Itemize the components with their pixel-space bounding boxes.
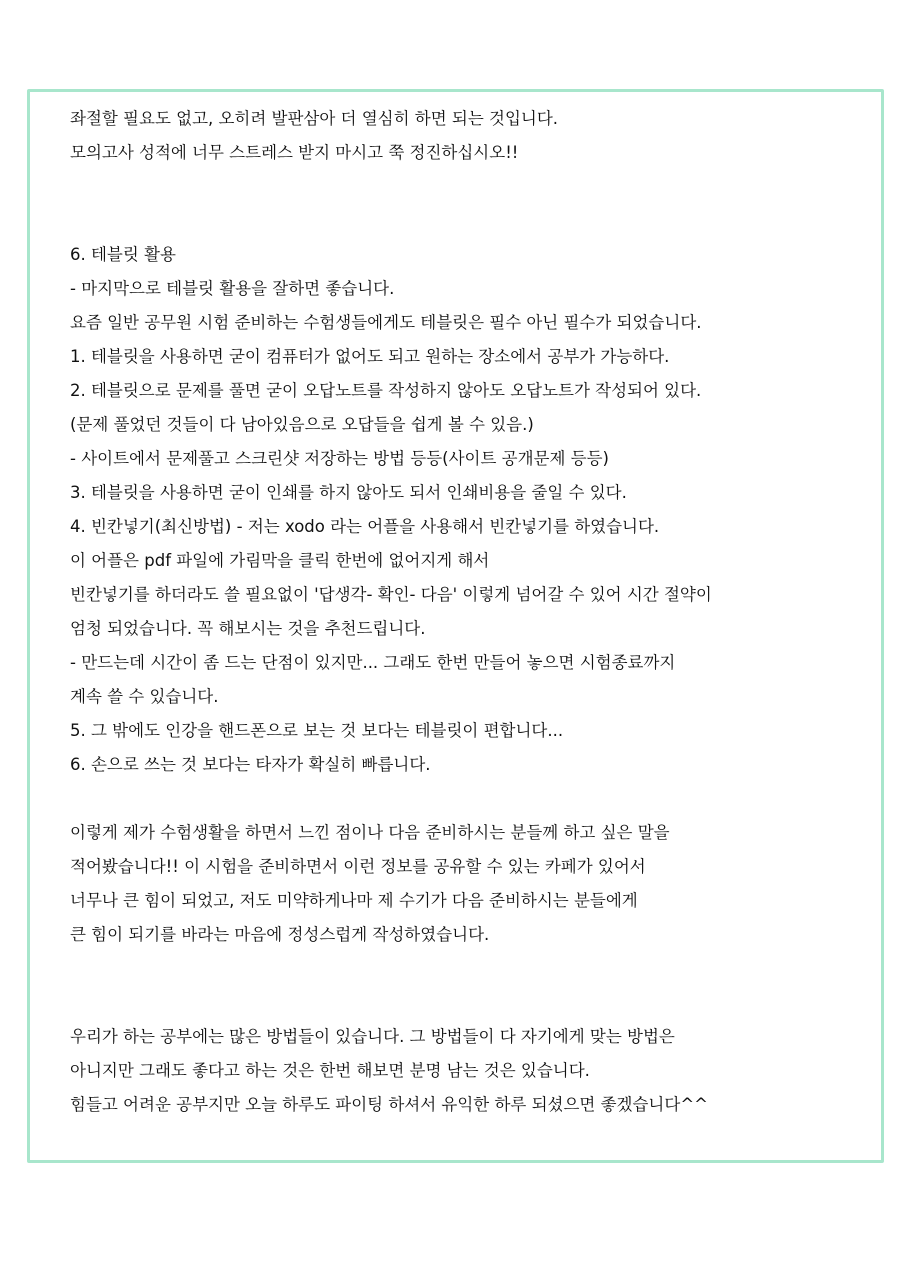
text-line: 이렇게 제가 수험생활을 하면서 느낀 점이나 다음 준비하시는 분들께 하고 싶은 말을 xyxy=(70,823,670,842)
text-line: 모의고사 성적에 너무 스트레스 받지 마시고 쭉 정진하십시오!! xyxy=(70,143,519,162)
text-line: 좌절할 필요도 없고, 오히려 발판삼아 더 열심히 하면 되는 것입니다. xyxy=(70,109,559,128)
text-line: 4. 빈칸넣기(최신방법) - 저는 xodo 라는 어플을 사용해서 빈칸넣기를 하였습니다. xyxy=(70,517,660,536)
text-line: 3. 테블릿을 사용하면 굳이 인쇄를 하지 않아도 되서 인쇄비용을 줄일 수 있다. xyxy=(70,483,627,502)
text-line: 엄청 되었습니다. 꼭 해보시는 것을 추천드립니다. xyxy=(70,619,426,638)
blank-line xyxy=(70,170,870,204)
blank-line xyxy=(70,782,870,816)
blank-line xyxy=(70,986,870,1020)
blank-line xyxy=(70,204,870,238)
text-line: (문제 풀었던 것들이 다 남아있음으로 오답들을 쉽게 볼 수 있음.) xyxy=(70,415,534,434)
text-line: 이 어플은 pdf 파일에 가림막을 클릭 한번에 없어지게 해서 xyxy=(70,551,490,570)
text-line: - 사이트에서 문제풀고 스크린샷 저장하는 방법 등등(사이트 공개문제 등등) xyxy=(70,449,609,468)
text-line: 빈칸넣기를 하더라도 쓸 필요없이 '답생각- 확인- 다음' 이렇게 넘어갈 수 있어 시간 절약이 xyxy=(70,585,712,604)
text-line: 우리가 하는 공부에는 많은 방법들이 있습니다. 그 방법들이 다 자기에게 맞는 방법은 xyxy=(70,1027,675,1046)
text-line: 적어봤습니다!! 이 시험을 준비하면서 이런 정보를 공유할 수 있는 카페가 있어서 xyxy=(70,857,646,876)
text-line: 1. 테블릿을 사용하면 굳이 컴퓨터가 없어도 되고 원하는 장소에서 공부가 가능하다. xyxy=(70,347,670,366)
text-line: 6. 테블릿 활용 xyxy=(70,245,176,264)
text-line: 5. 그 밖에도 인강을 핸드폰으로 보는 것 보다는 테블릿이 편합니다... xyxy=(70,721,564,740)
text-line: 계속 쓸 수 있습니다. xyxy=(70,687,219,706)
text-line: - 마지막으로 테블릿 활용을 잘하면 좋습니다. xyxy=(70,279,395,298)
text-line: 6. 손으로 쓰는 것 보다는 타자가 확실히 빠릅니다. xyxy=(70,755,431,774)
text-line: - 만드는데 시간이 좀 드는 단점이 있지만... 그래도 한번 만들어 놓으면 시험종료까지 xyxy=(70,653,676,672)
text-line: 너무나 큰 힘이 되었고, 저도 미약하게나마 제 수기가 다음 준비하시는 분들에게 xyxy=(70,891,638,910)
text-line: 2. 테블릿으로 문제를 풀면 굳이 오답노트를 작성하지 않아도 오답노트가 작성되어 있다. xyxy=(70,381,702,400)
text-line: 아니지만 그래도 좋다고 하는 것은 한번 해보면 분명 남는 것은 있습니다. xyxy=(70,1061,590,1080)
text-line: 큰 힘이 되기를 바라는 마음에 정성스럽게 작성하였습니다. xyxy=(70,925,490,944)
blank-line xyxy=(70,952,870,986)
text-line: 요즘 일반 공무원 시험 준비하는 수험생들에게도 테블릿은 필수 아닌 필수가 되었습니다. xyxy=(70,313,702,332)
document-body xyxy=(70,102,870,1122)
document-frame xyxy=(27,89,884,1163)
text-line: 힘들고 어려운 공부지만 오늘 하루도 파이팅 하셔서 유익한 하루 되셨으면 좋겠습니다^^ xyxy=(70,1095,708,1114)
